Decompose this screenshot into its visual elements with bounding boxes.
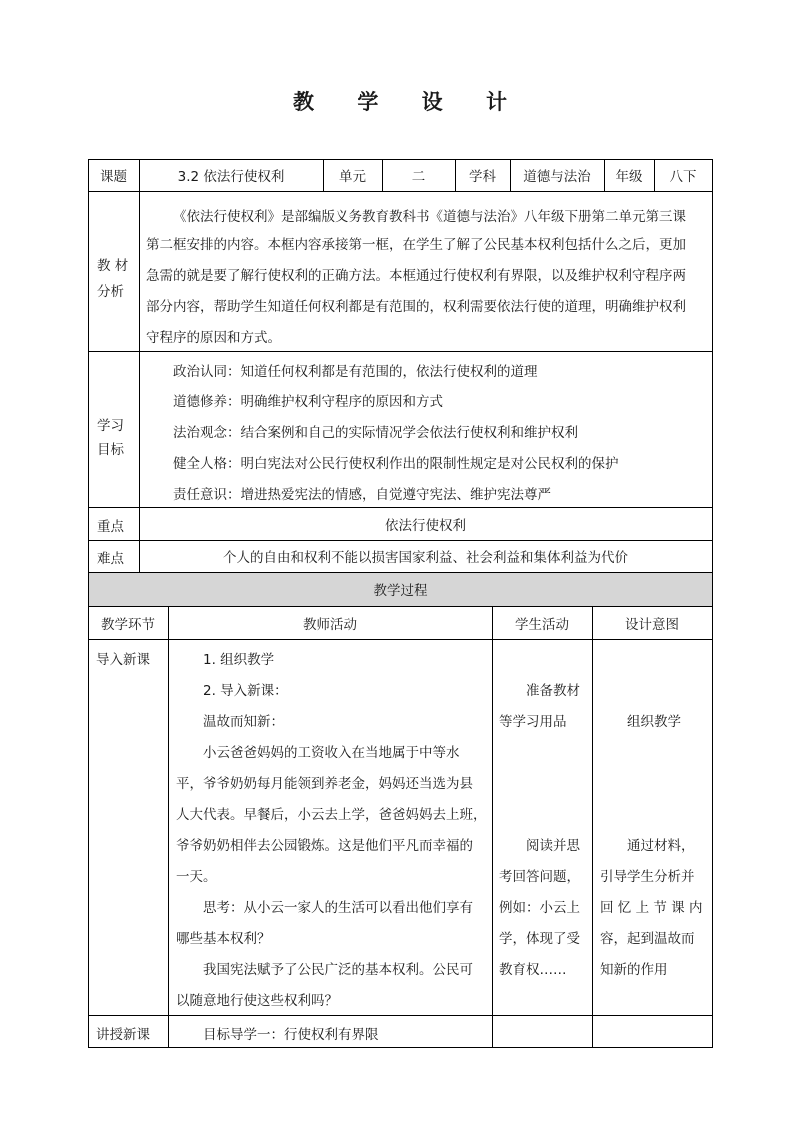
teacher-line: 温故而知新： xyxy=(203,714,284,730)
analysis-line: 守程序的原因和方式。 xyxy=(146,330,281,346)
objectives-label-line2: 目标 xyxy=(97,442,124,458)
teacher-line: 我国宪法赋予了公民广泛的基本权利。公民可 xyxy=(203,962,473,978)
teacher-line: 2. 导入新课： xyxy=(203,683,288,699)
analysis-line: 部分内容，帮助学生知道任何权利都是有范围的，权利需要依法行使的道理，明确维护权利 xyxy=(146,299,686,315)
intent-line: 组织教学 xyxy=(627,714,681,730)
student-line: 学，体现了受 xyxy=(499,931,580,947)
objective-line: 道德修养：明确维护权利守程序的原因和方式 xyxy=(173,394,443,410)
intent-line: 回 忆 上 节 课 内 xyxy=(600,900,703,916)
teacher-line: 哪些基本权利？ xyxy=(176,931,271,947)
col-header-teacher: 教师活动 xyxy=(303,616,357,633)
analysis-line: 第二框安排的内容。本框内容承接第一框，在学生了解了公民基本权利包括什么之后，更加 xyxy=(146,237,686,253)
objective-line: 健全人格：明白宪法对公民行使权利作出的限制性规定是对公民权利的保护 xyxy=(173,456,619,472)
col-header-intent: 设计意图 xyxy=(625,616,679,633)
analysis-label-line2: 分析 xyxy=(97,284,124,300)
grade-value: 八下 xyxy=(669,169,697,185)
intent-line: 容，起到温故而 xyxy=(600,931,695,947)
difficulty-value: 个人的自由和权利不能以损害国家利益、社会利益和集体利益为代价 xyxy=(223,550,628,566)
student-line: 例如：小云上 xyxy=(499,900,580,916)
analysis-label-line1: 教 材 xyxy=(97,258,129,274)
intent-line: 知新的作用 xyxy=(600,962,668,978)
teaching-stage: 讲授新课 xyxy=(96,1027,150,1043)
topic-label: 课题 xyxy=(100,169,127,185)
intent-line: 通过材料， xyxy=(627,838,695,854)
teacher-line: 小云爸爸妈妈的工资收入在当地属于中等水 xyxy=(203,745,460,761)
teacher-line: 一天。 xyxy=(176,869,217,885)
teacher-line: 以随意地行使这些权利吗？ xyxy=(176,993,338,1009)
teacher-line: 思考：从小云一家人的生活可以看出他们享有 xyxy=(203,900,473,916)
objective-line: 政治认同：知道任何权利都是有范围的，依法行使权利的道理 xyxy=(173,364,538,380)
student-line: 准备教材 xyxy=(526,683,580,699)
key-point-value: 依法行使权利 xyxy=(385,517,466,534)
objective-line: 法治观念：结合案例和自己的实际情况学会依法行使权利和维护权利 xyxy=(173,425,578,441)
student-line: 阅读并思 xyxy=(526,838,580,854)
topic-value: 3.2 依法行使权利 xyxy=(177,169,285,185)
teacher-line: 人大代表。早餐后，小云去上学，爸爸妈妈去上班， xyxy=(176,807,487,823)
objectives-label-line1: 学习 xyxy=(97,418,124,434)
teacher-line: 1. 组织教学 xyxy=(203,652,275,668)
page-title: 教 学 设 计 xyxy=(293,90,525,114)
analysis-line: 《依法行使权利》是部编版义务教育教科书《道德与法治》八年级下册第二单元第三课 xyxy=(173,209,686,225)
intent-line: 引导学生分析并 xyxy=(600,869,695,885)
col-header-student: 学生活动 xyxy=(515,616,569,633)
student-line: 考回答问题， xyxy=(499,869,580,885)
analysis-line: 急需的就是要了解行使权利的正确方法。本框通过行使权利有界限，以及维护权利守程序两 xyxy=(146,268,686,284)
teacher-line: 平，爷爷奶奶每月能领到养老金，妈妈还当选为县 xyxy=(176,776,473,792)
grade-label: 年级 xyxy=(615,169,643,185)
teaching-teacher-line: 目标导学一：行使权利有界限 xyxy=(203,1027,379,1043)
objective-line: 责任意识：增进热爱宪法的情感，自觉遵守宪法、维护宪法尊严 xyxy=(173,487,551,503)
teacher-line: 爷爷奶奶相伴去公园锻炼。这是他们平凡而幸福的 xyxy=(176,838,473,854)
unit-label: 单元 xyxy=(339,169,366,185)
key-point-label: 重点 xyxy=(97,519,124,535)
col-header-stage: 教学环节 xyxy=(101,616,155,633)
intro-stage: 导入新课 xyxy=(96,652,150,668)
unit-value: 二 xyxy=(411,169,426,185)
difficulty-label: 难点 xyxy=(97,551,124,567)
subject-value: 道德与法治 xyxy=(523,169,591,185)
student-line: 等学习用品 xyxy=(499,714,567,730)
student-line: 教育权…… xyxy=(499,962,567,978)
process-header: 教学过程 xyxy=(373,583,428,599)
subject-label: 学科 xyxy=(469,169,496,185)
